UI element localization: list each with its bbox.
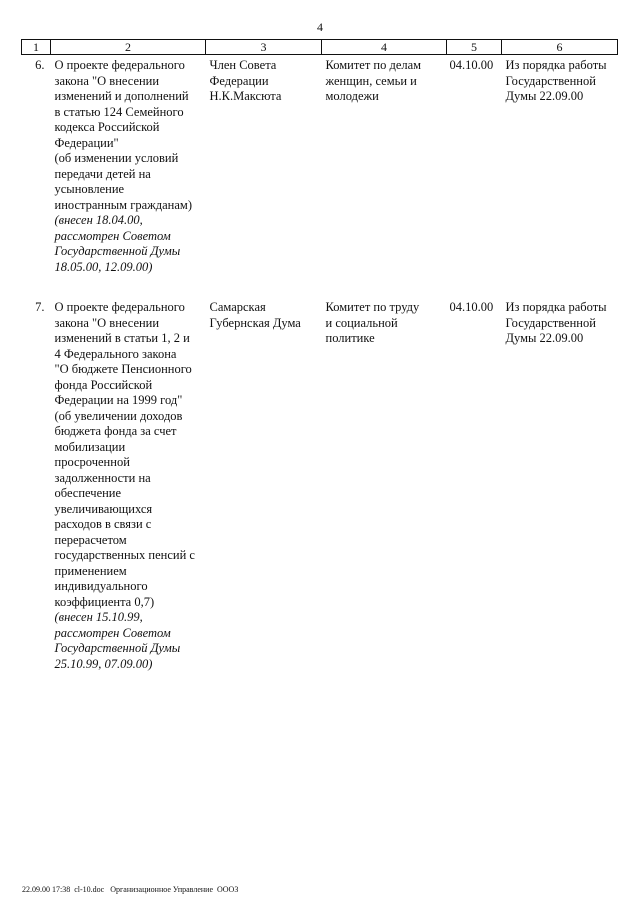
table-row <box>22 297 618 694</box>
row-number: 6. <box>35 58 45 72</box>
document-footer: 22.09.00 17:38 cl-10.doc Организационное Управление ООО3 <box>22 885 239 894</box>
bill-description-cell <box>51 297 206 694</box>
bill-title: О проекте федерального закона "О внесении изменений и дополнений в статью 124 Семейного кодекса Российской Федерации" (об изменении условий передачи детей на усыновление иностранным гражданам) <box>54 58 192 212</box>
column-number-header-row <box>22 40 618 55</box>
date-cell: 04.10.00 <box>449 58 494 72</box>
column-header-3: 3 <box>206 40 322 55</box>
committee-cell: Комитет по делам женщин, семьи и молодежи <box>325 58 422 103</box>
column-header-2: 2 <box>51 40 206 55</box>
column-header-1: 1 <box>22 40 51 55</box>
column-header-6: 6 <box>502 40 618 55</box>
initiator-cell: Член Совета Федерации Н.К.Максюта <box>209 58 282 103</box>
bill-title: О проекте федерального закона "О внесении изменений в статьи 1, 2 и 4 Федерального закона "О бюджете Пенсионного фонда Российской Федерации на 1999 год" (об увеличении доходов бюджета фонда за счет мобилизации просроченной задолженности на обеспечение увеличивающихся расходов в связи с перерасчетом государственных пенсий с применением индивидуального коэффициента 0,7) <box>54 300 195 609</box>
table-row <box>22 55 618 298</box>
source-cell: Из порядка работы Государственной Думы 22.09.00 <box>505 300 607 345</box>
column-header-5: 5 <box>447 40 502 55</box>
column-header-4: 4 <box>322 40 447 55</box>
initiator-cell: Самарская Губернская Дума <box>209 300 301 330</box>
source-cell: Из порядка работы Государственной Думы 22.09.00 <box>505 58 607 103</box>
agenda-table <box>21 39 618 694</box>
bill-history-note: (внесен 15.10.99, рассмотрен Советом Государственной Думы 25.10.99, 07.09.00) <box>54 610 181 671</box>
committee-cell: Комитет по труду и социальной политике <box>325 300 420 345</box>
page-number: 4 <box>317 20 323 34</box>
row-number: 7. <box>35 300 45 314</box>
bill-history-note: (внесен 18.04.00, рассмотрен Советом Государственной Думы 18.05.00, 12.09.00) <box>54 213 181 274</box>
bill-description-cell <box>51 55 206 298</box>
date-cell: 04.10.00 <box>449 300 494 314</box>
